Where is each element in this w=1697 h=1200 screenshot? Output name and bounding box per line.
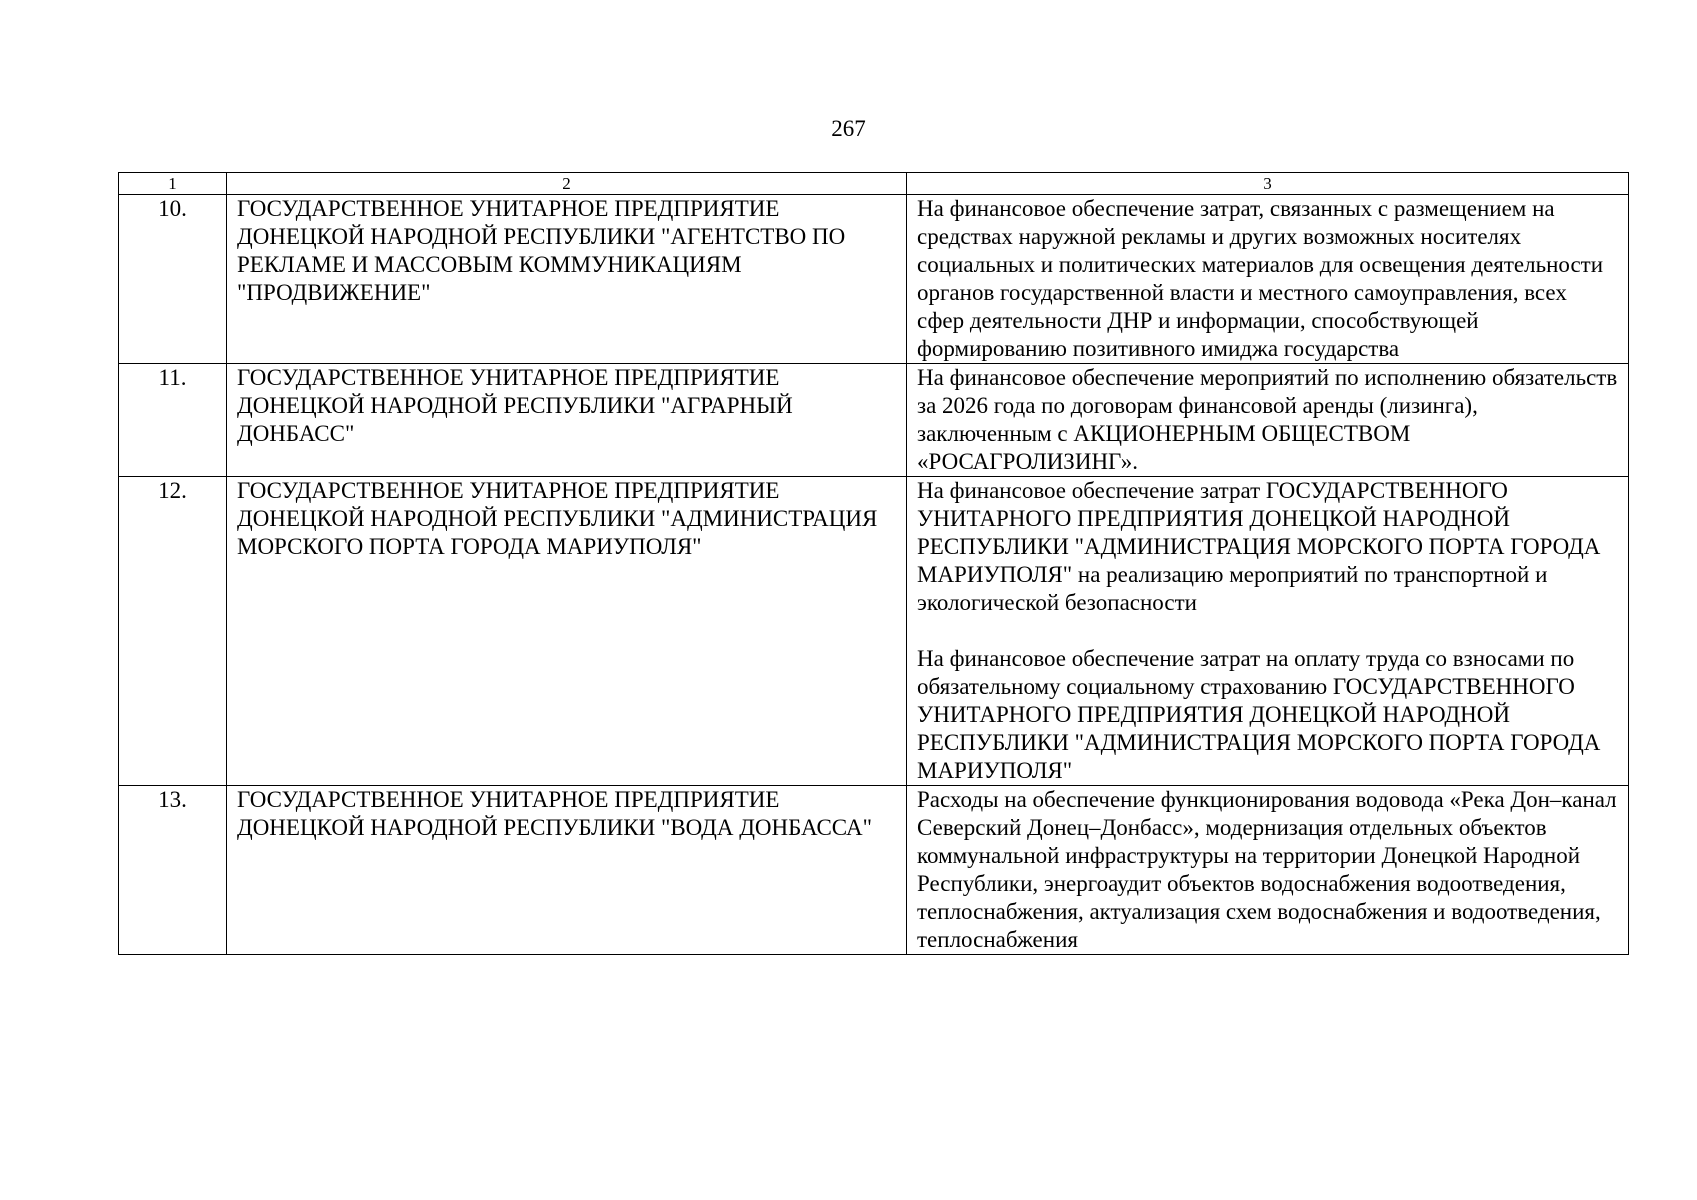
purpose-paragraph: Расходы на обеспечение функционирования водовода «Река Дон–канал Северский Донец–Донбасс», модернизация отдельных объектов коммунальной инфраструктуры на территории Донецкой Народной Республики, энергоаудит объектов водоснабжения водоотведения, теплоснабжения, актуализация схем водоснабжения и водоотведения, теплоснабжения [917,787,1617,952]
purpose-cell [907,786,1629,955]
purpose-paragraph: На финансовое обеспечение затрат на оплату труда со взносами по обязательному социальному страхованию ГОСУДАРСТВЕННОГО УНИТАРНОГО ПРЕДПРИЯТИЯ ДОНЕЦКОЙ НАРОДНОЙ РЕСПУБЛИКИ "АДМИНИСТРАЦИЯ МОРСКОГО ПОРТА ГОРОДА МАРИУПОЛЯ" [917,646,1601,783]
organization-name: ГОСУДАРСТВЕННОЕ УНИТАРНОЕ ПРЕДПРИЯТИЕ ДОНЕЦКОЙ НАРОДНОЙ РЕСПУБЛИКИ "АГРАРНЫЙ ДОНБАСС" [227,364,907,477]
table-row [119,364,1629,477]
table-row [119,786,1629,955]
purpose-cell [907,477,1629,786]
column-header-3: 3 [907,173,1629,195]
purpose-cell [907,364,1629,477]
purpose-paragraph: На финансовое обеспечение затрат ГОСУДАРСТВЕННОГО УНИТАРНОГО ПРЕДПРИЯТИЯ ДОНЕЦКОЙ НАРОДНОЙ РЕСПУБЛИКИ "АДМИНИСТРАЦИЯ МОРСКОГО ПОРТА ГОРОДА МАРИУПОЛЯ" на реализацию мероприятий по транспортной и экологической безопасности [917,478,1601,615]
table-row [119,477,1629,786]
document-table [118,172,1629,955]
table-header-row [119,173,1629,195]
organization-name: ГОСУДАРСТВЕННОЕ УНИТАРНОЕ ПРЕДПРИЯТИЕ ДОНЕЦКОЙ НАРОДНОЙ РЕСПУБЛИКИ "АГЕНТСТВО ПО РЕКЛАМЕ И МАССОВЫМ КОММУНИКАЦИЯМ "ПРОДВИЖЕНИЕ" [227,195,907,364]
row-number: 10. [119,195,227,364]
page-number: 267 [831,116,866,141]
organization-name: ГОСУДАРСТВЕННОЕ УНИТАРНОЕ ПРЕДПРИЯТИЕ ДОНЕЦКОЙ НАРОДНОЙ РЕСПУБЛИКИ "АДМИНИСТРАЦИЯ МОРСКОГО ПОРТА ГОРОДА МАРИУПОЛЯ" [227,477,907,786]
organization-name: ГОСУДАРСТВЕННОЕ УНИТАРНОЕ ПРЕДПРИЯТИЕ ДОНЕЦКОЙ НАРОДНОЙ РЕСПУБЛИКИ "ВОДА ДОНБАССА" [227,786,907,955]
column-header-1: 1 [119,173,227,195]
table-row [119,195,1629,364]
column-header-2: 2 [227,173,907,195]
purpose-paragraph: На финансовое обеспечение затрат, связанных с размещением на средствах наружной рекламы и других возможных носителях социальных и политических материалов для освещения деятельности органов государственной власти и местного самоуправления, всех сфер деятельности ДНР и информации, способствующей формированию позитивного имиджа государства [917,196,1604,361]
purpose-paragraph: На финансовое обеспечение мероприятий по исполнению обязательств за 2026 года по договорам финансовой аренды (лизинга), заключенным с АКЦИОНЕРНЫМ ОБЩЕСТВОМ «РОСАГРОЛИЗИНГ». [917,365,1618,474]
row-number: 12. [119,477,227,786]
row-number: 13. [119,786,227,955]
purpose-cell [907,195,1629,364]
row-number: 11. [119,364,227,477]
